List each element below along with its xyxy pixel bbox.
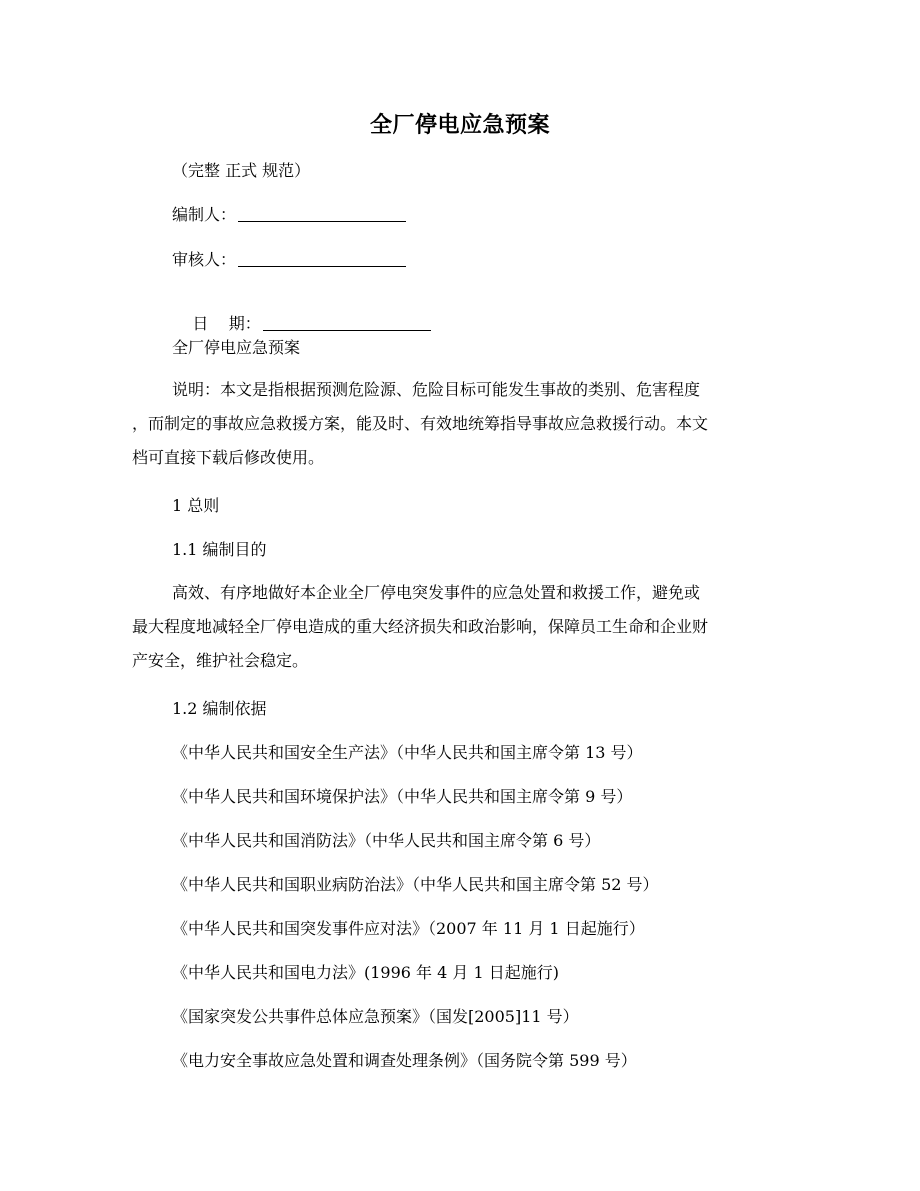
section-heading: 1 总则 xyxy=(172,496,220,515)
basis-item: 《中华人民共和国环境保护法》（中华人民共和国主席令第 9 号） xyxy=(172,787,633,806)
reviewer-field xyxy=(172,250,406,270)
basis-item: 《中华人民共和国职业病防治法》（中华人民共和国主席令第 52 号） xyxy=(172,875,659,894)
basis-item: 《中华人民共和国电力法》(1996 年 4 月 1 日起施行) xyxy=(172,963,559,982)
basis-item: 《中华人民共和国消防法》（中华人民共和国主席令第 6 号） xyxy=(172,831,601,850)
description-line: ，而制定的事故应急救援方案，能及时、有效地统筹指导事故应急救援行动。本文 xyxy=(132,414,709,433)
document-title: 全厂停电应急预案 xyxy=(369,112,550,138)
purpose-paragraph xyxy=(132,576,792,678)
document-subtitle: （完整 正式 规范） xyxy=(172,161,311,180)
description-line: 档可直接下载后修改使用。 xyxy=(132,448,325,467)
editor-blank xyxy=(238,205,406,222)
purpose-line: 高效、有序地做好本企业全厂停电突发事件的应急处置和救援工作，避免或 xyxy=(172,583,701,602)
reviewer-label: 审核人： xyxy=(172,250,237,269)
description-line: 说明：本文是指根据预测危险源、危险目标可能发生事故的类别、危害程度 xyxy=(172,380,701,399)
editor-field xyxy=(172,205,406,225)
basis-item: 《中华人民共和国安全生产法》（中华人民共和国主席令第 13 号） xyxy=(172,743,643,762)
date-blank xyxy=(263,314,431,331)
section-heading: 1.1 编制目的 xyxy=(172,540,267,559)
date-label: 日 期： xyxy=(192,314,261,333)
document-name: 全厂停电应急预案 xyxy=(172,338,301,357)
section-heading: 1.2 编制依据 xyxy=(172,699,267,718)
purpose-line: 最大程度地减轻全厂停电造成的重大经济损失和政治影响，保障员工生命和企业财 xyxy=(132,617,709,636)
basis-item: 《国家突发公共事件总体应急预案》（国发[2005]11 号） xyxy=(172,1007,579,1026)
purpose-line: 产安全，维护社会稳定。 xyxy=(132,651,309,670)
editor-label: 编制人： xyxy=(172,205,237,224)
reviewer-blank xyxy=(238,250,406,267)
basis-item: 《电力安全事故应急处置和调查处理条例》（国务院令第 599 号） xyxy=(172,1051,637,1070)
basis-item: 《中华人民共和国突发事件应对法》（2007 年 11 月 1 日起施行） xyxy=(172,919,645,938)
description-paragraph xyxy=(132,373,792,475)
